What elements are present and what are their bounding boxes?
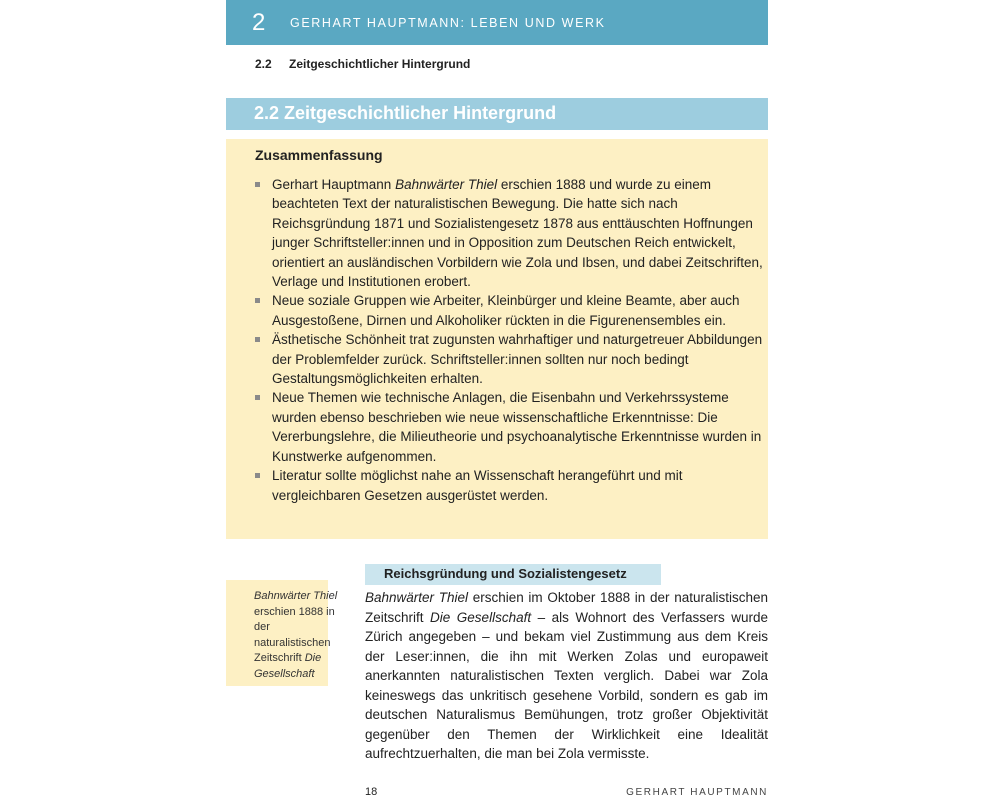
summary-item: Ästhetische Schönheit trat zugunsten wahrhaftiger und naturgetreuer Abbildungen der Problemfelder zurück. Schriftsteller:innen sollten nur noch bedingt Gestaltungsmöglichkeiten erhalten. xyxy=(255,330,763,388)
square-bullet-icon xyxy=(255,395,260,400)
body-paragraph: Bahnwärter Thiel erschien im Oktober 1888 in der naturalistischen Zeitschrift Die Gesellschaft – als Wohnort des Verfassers wurde Zürich angegeben – und bekam viel Zustimmung aus dem Kreis der Leser:innen, die ihn mit Werken Zolas und europaweit anerkannten naturalistischen Texten verglich. Dabei war Zola keineswegs das unkritisch gesehene Vorbild, sondern es gab im deutschen Naturalismus Bemühungen, trotz großer Objektivität gegenüber den Themen der Wirklichkeit eine Idealität aufrechtzuerhalten, die man bei Zola vermisste. xyxy=(365,590,769,761)
square-bullet-icon xyxy=(255,473,260,478)
summary-item: Neue Themen wie technische Anlagen, die Eisenbahn und Verkehrssysteme wurden ebenso beschrieben wie neue wissenschaftliche Erkenntnisse: Die Vererbungslehre, die Milieutheorie und psychoanalytische Erkenntnisse wurden in Kunstwerke aufgenommen. xyxy=(255,388,763,466)
running-head xyxy=(255,57,470,71)
summary-item: Literatur sollte möglichst nahe an Wissenschaft herangeführt und mit vergleichbaren Gesetzen ausgerüstet werden. xyxy=(255,466,763,505)
summary-box xyxy=(226,139,768,539)
section-heading: 2.2 Zeitgeschichtlicher Hintergrund xyxy=(254,103,557,123)
footer-book-title: GERHART HAUPTMANN xyxy=(626,787,768,798)
summary-item: Neue soziale Gruppen wie Arbeiter, Kleinbürger und kleine Beamte, aber auch Ausgestoßene, Dirnen und Alkoholiker rückten in die Figurenensembles ein. xyxy=(255,291,763,330)
subsection-heading-band xyxy=(365,564,661,585)
square-bullet-icon xyxy=(255,298,260,303)
summary-item: Gerhart Hauptmann Bahnwärter Thiel erschien 1888 und wurde zu einem beachteten Text der naturalistischen Bewegung. Die hatte sich nach Reichsgründung 1871 und Sozialistengesetz 1878 aus enttäuschten Hoffnungen junger Schriftsteller:innen und in Opposition zum Deutschen Reich entwickelt, orientiert an ausländischen Vorbildern wie Zola und Ibsen, und dabei Zeitschriften, Verlage und Institutionen erobert. xyxy=(255,175,763,291)
chapter-title: GERHART HAUPTMANN: LEBEN UND WERK xyxy=(290,15,606,30)
subsection-heading: Reichsgründung und Sozialistengesetz xyxy=(384,566,627,581)
margin-note-text: Bahnwärter Thiel erschien 1888 in der naturalistischen Zeitschrift Die Gesellschaft xyxy=(254,590,338,680)
page-number: 18 xyxy=(365,786,378,798)
chapter-header-band xyxy=(226,0,768,45)
running-head-number: 2.2 xyxy=(255,57,272,71)
square-bullet-icon xyxy=(255,337,260,342)
chapter-number: 2 xyxy=(252,8,266,36)
summary-title: Zusammenfassung xyxy=(255,147,383,163)
work-title: Bahnwärter Thiel xyxy=(395,177,498,192)
summary-list xyxy=(255,175,763,505)
margin-note xyxy=(226,580,338,686)
section-heading-band xyxy=(226,98,768,130)
running-head-title: Zeitgeschichtlicher Hintergrund xyxy=(289,57,471,71)
square-bullet-icon xyxy=(255,182,260,187)
